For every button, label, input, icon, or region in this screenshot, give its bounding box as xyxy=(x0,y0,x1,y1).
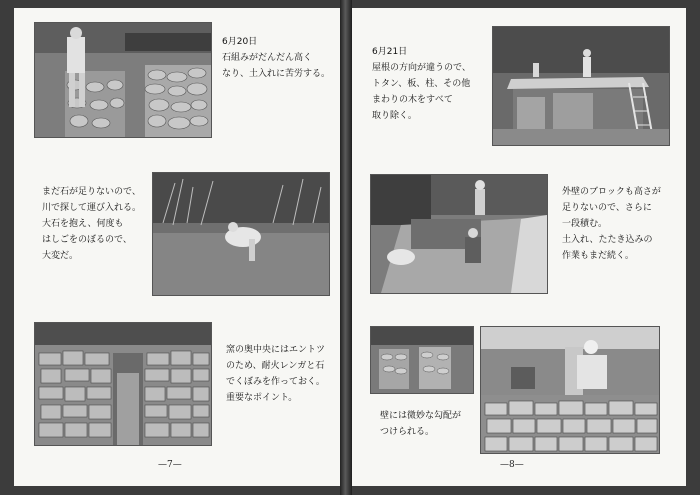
caption-wall-slope xyxy=(380,408,461,440)
left-page xyxy=(14,8,340,486)
caption-line: まだ石が足りないので、 xyxy=(42,187,141,197)
caption-line: 川で探して運び入れる。 xyxy=(42,203,142,213)
caption-june-21 xyxy=(372,44,471,124)
caption-line: つけられる。 xyxy=(380,427,435,437)
photo-worker-in-riverbed xyxy=(152,172,330,296)
photo-stone-piles xyxy=(370,326,474,394)
caption-line: 外壁のブロックも高さが xyxy=(562,187,661,197)
caption-line: 6月20日 xyxy=(222,37,258,47)
caption-line: のため、耐火レンガと石 xyxy=(226,361,325,371)
caption-line: 6月21日 xyxy=(372,47,408,57)
caption-line: 大変だ。 xyxy=(42,251,79,261)
caption-line: 足りないので、さらに xyxy=(562,203,652,213)
caption-line: 石組みがだんだん高く xyxy=(222,53,313,63)
caption-outer-wall-blocks xyxy=(562,184,661,264)
caption-line: 窯の奥中央にはエントツ xyxy=(226,345,326,355)
caption-line: 屋根の方向が違うので、 xyxy=(372,63,471,73)
right-page xyxy=(352,8,686,486)
caption-line: はしごをのぼるので、 xyxy=(42,235,132,245)
caption-line: 作業もまだ続く。 xyxy=(562,251,634,261)
caption-line: 大石を抱え、何度も xyxy=(42,219,124,229)
caption-line: でくぼみを作っておく。 xyxy=(226,377,325,387)
caption-line: 壁には微妙な勾配が xyxy=(380,411,462,421)
photo-worker-on-wall xyxy=(480,326,660,454)
caption-line: 一段積む。 xyxy=(562,219,608,229)
photo-roof-removal xyxy=(492,26,670,146)
page-number: —7— xyxy=(158,460,182,470)
photo-workers-at-block-wall xyxy=(370,174,548,294)
caption-carrying-stones xyxy=(42,184,141,264)
caption-line: 土入れ、たたき込みの xyxy=(562,235,653,245)
photo-stone-wall-chimney-recess xyxy=(34,322,212,446)
caption-line: 取り除く。 xyxy=(372,111,417,121)
caption-chimney xyxy=(226,342,325,406)
caption-june-20 xyxy=(222,34,330,82)
page-number: —8— xyxy=(500,460,524,470)
caption-line: まわりの木をすべて xyxy=(372,95,453,105)
caption-line: なり、土入れに苦労する。 xyxy=(222,69,331,79)
caption-line: 重要なポイント。 xyxy=(226,393,298,403)
caption-line: トタン、板、柱、その他 xyxy=(372,79,471,89)
book-gutter xyxy=(340,0,352,495)
photo-worker-stacking-stone xyxy=(34,22,212,138)
